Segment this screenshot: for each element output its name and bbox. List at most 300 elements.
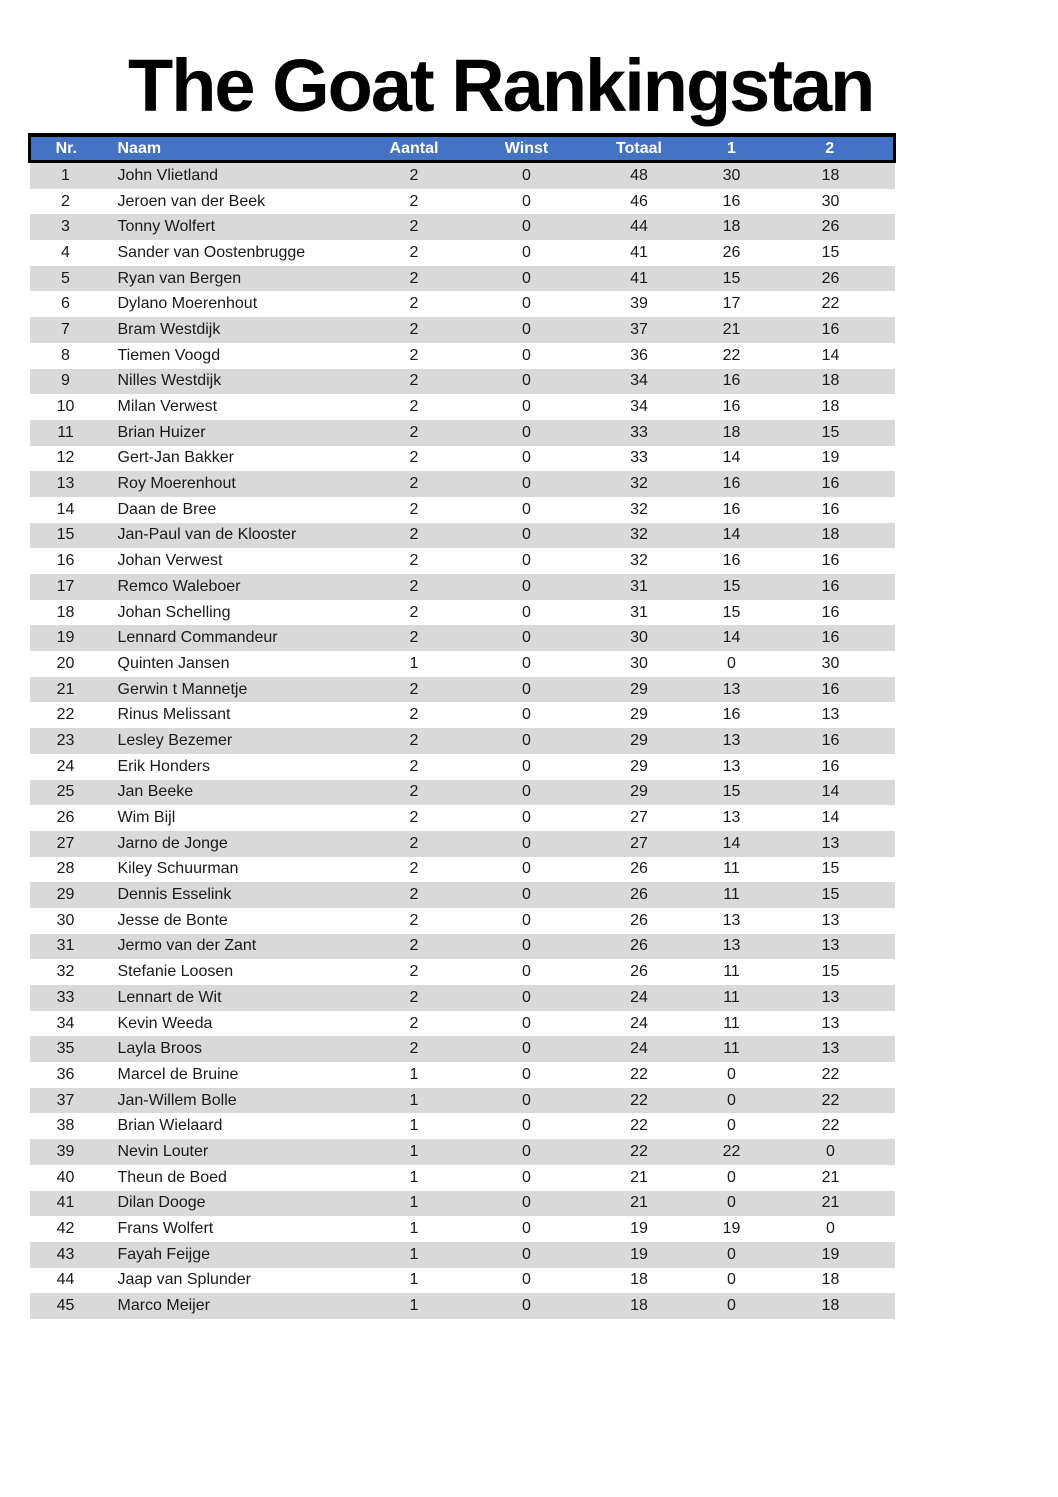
table-row xyxy=(30,266,895,292)
cell-winst: 0 xyxy=(472,574,582,600)
cell-1: 16 xyxy=(697,189,767,215)
cell-totaal: 29 xyxy=(582,677,697,703)
cell-aantal: 2 xyxy=(357,857,472,883)
column-header-1: 1 xyxy=(697,135,767,162)
cell-nr: 8 xyxy=(30,343,102,369)
cell-winst: 0 xyxy=(472,625,582,651)
cell-winst: 0 xyxy=(472,959,582,985)
cell-winst: 0 xyxy=(472,394,582,420)
cell-totaal: 37 xyxy=(582,317,697,343)
cell-naam: Tiemen Voogd xyxy=(102,343,357,369)
cell-naam: Erik Honders xyxy=(102,754,357,780)
cell-aantal: 1 xyxy=(357,1088,472,1114)
cell-aantal: 2 xyxy=(357,985,472,1011)
cell-totaal: 21 xyxy=(582,1165,697,1191)
cell-winst: 0 xyxy=(472,420,582,446)
cell-winst: 0 xyxy=(472,446,582,472)
table-row xyxy=(30,1139,895,1165)
cell-winst: 0 xyxy=(472,266,582,292)
table-row xyxy=(30,548,895,574)
cell-naam: Stefanie Loosen xyxy=(102,959,357,985)
cell-naam: Jesse de Bonte xyxy=(102,908,357,934)
cell-1: 11 xyxy=(697,882,767,908)
cell-winst: 0 xyxy=(472,985,582,1011)
cell-nr: 35 xyxy=(30,1036,102,1062)
cell-1: 16 xyxy=(697,702,767,728)
cell-1: 30 xyxy=(697,162,767,189)
cell-naam: Marcel de Bruine xyxy=(102,1062,357,1088)
cell-naam: Johan Schelling xyxy=(102,600,357,626)
cell-naam: Dennis Esselink xyxy=(102,882,357,908)
cell-naam: Fayah Feijge xyxy=(102,1242,357,1268)
cell-2: 26 xyxy=(767,214,895,240)
table-row xyxy=(30,343,895,369)
cell-winst: 0 xyxy=(472,1165,582,1191)
cell-nr: 27 xyxy=(30,831,102,857)
cell-aantal: 1 xyxy=(357,1062,472,1088)
cell-totaal: 34 xyxy=(582,369,697,395)
cell-2: 13 xyxy=(767,702,895,728)
cell-2: 0 xyxy=(767,1216,895,1242)
table-row xyxy=(30,1062,895,1088)
cell-winst: 0 xyxy=(472,1088,582,1114)
cell-totaal: 26 xyxy=(582,959,697,985)
cell-2: 16 xyxy=(767,677,895,703)
cell-winst: 0 xyxy=(472,471,582,497)
cell-naam: Lennart de Wit xyxy=(102,985,357,1011)
cell-nr: 43 xyxy=(30,1242,102,1268)
table-row xyxy=(30,985,895,1011)
cell-1: 13 xyxy=(697,677,767,703)
cell-naam: Jaap van Splunder xyxy=(102,1268,357,1294)
cell-aantal: 2 xyxy=(357,420,472,446)
cell-aantal: 1 xyxy=(357,1293,472,1319)
table-row xyxy=(30,394,895,420)
table-row xyxy=(30,702,895,728)
cell-winst: 0 xyxy=(472,1062,582,1088)
cell-totaal: 33 xyxy=(582,446,697,472)
cell-naam: Jan-Willem Bolle xyxy=(102,1088,357,1114)
table-row xyxy=(30,189,895,215)
cell-2: 15 xyxy=(767,857,895,883)
cell-aantal: 2 xyxy=(357,240,472,266)
cell-nr: 11 xyxy=(30,420,102,446)
cell-totaal: 24 xyxy=(582,985,697,1011)
cell-nr: 20 xyxy=(30,651,102,677)
cell-naam: Jeroen van der Beek xyxy=(102,189,357,215)
cell-2: 26 xyxy=(767,266,895,292)
cell-winst: 0 xyxy=(472,805,582,831)
cell-2: 19 xyxy=(767,1242,895,1268)
cell-winst: 0 xyxy=(472,162,582,189)
cell-aantal: 2 xyxy=(357,266,472,292)
cell-1: 21 xyxy=(697,317,767,343)
table-row xyxy=(30,959,895,985)
cell-totaal: 26 xyxy=(582,934,697,960)
cell-naam: Dylano Moerenhout xyxy=(102,291,357,317)
cell-aantal: 2 xyxy=(357,1036,472,1062)
cell-2: 16 xyxy=(767,625,895,651)
cell-winst: 0 xyxy=(472,1139,582,1165)
cell-2: 18 xyxy=(767,369,895,395)
table-row xyxy=(30,523,895,549)
cell-nr: 26 xyxy=(30,805,102,831)
cell-nr: 9 xyxy=(30,369,102,395)
cell-winst: 0 xyxy=(472,214,582,240)
cell-1: 14 xyxy=(697,446,767,472)
cell-1: 16 xyxy=(697,548,767,574)
cell-aantal: 2 xyxy=(357,882,472,908)
cell-winst: 0 xyxy=(472,317,582,343)
cell-aantal: 1 xyxy=(357,1268,472,1294)
cell-2: 13 xyxy=(767,908,895,934)
cell-aantal: 2 xyxy=(357,908,472,934)
cell-nr: 22 xyxy=(30,702,102,728)
cell-2: 16 xyxy=(767,548,895,574)
cell-totaal: 30 xyxy=(582,651,697,677)
cell-aantal: 2 xyxy=(357,677,472,703)
cell-2: 13 xyxy=(767,1036,895,1062)
cell-nr: 16 xyxy=(30,548,102,574)
cell-2: 16 xyxy=(767,574,895,600)
table-row xyxy=(30,780,895,806)
table-row xyxy=(30,1242,895,1268)
cell-2: 22 xyxy=(767,1062,895,1088)
cell-1: 13 xyxy=(697,805,767,831)
cell-aantal: 1 xyxy=(357,1165,472,1191)
table-row xyxy=(30,446,895,472)
cell-winst: 0 xyxy=(472,882,582,908)
cell-totaal: 34 xyxy=(582,394,697,420)
table-row xyxy=(30,1216,895,1242)
cell-1: 0 xyxy=(697,1088,767,1114)
page-title: The Goat Rankingstan xyxy=(128,44,874,127)
cell-1: 0 xyxy=(697,1113,767,1139)
cell-2: 30 xyxy=(767,651,895,677)
cell-naam: Jermo van der Zant xyxy=(102,934,357,960)
cell-naam: Wim Bijl xyxy=(102,805,357,831)
cell-2: 30 xyxy=(767,189,895,215)
cell-1: 16 xyxy=(697,394,767,420)
cell-naam: Remco Waleboer xyxy=(102,574,357,600)
column-header-aantal: Aantal xyxy=(357,135,472,162)
cell-nr: 41 xyxy=(30,1191,102,1217)
cell-totaal: 24 xyxy=(582,1036,697,1062)
cell-1: 11 xyxy=(697,857,767,883)
cell-naam: Jan Beeke xyxy=(102,780,357,806)
cell-1: 14 xyxy=(697,625,767,651)
cell-totaal: 21 xyxy=(582,1191,697,1217)
cell-aantal: 2 xyxy=(357,497,472,523)
cell-naam: Frans Wolfert xyxy=(102,1216,357,1242)
cell-nr: 42 xyxy=(30,1216,102,1242)
cell-2: 16 xyxy=(767,600,895,626)
cell-winst: 0 xyxy=(472,369,582,395)
cell-1: 22 xyxy=(697,1139,767,1165)
table-row xyxy=(30,214,895,240)
cell-aantal: 2 xyxy=(357,754,472,780)
cell-aantal: 2 xyxy=(357,934,472,960)
cell-2: 21 xyxy=(767,1165,895,1191)
cell-naam: Kiley Schuurman xyxy=(102,857,357,883)
cell-2: 22 xyxy=(767,1113,895,1139)
cell-1: 0 xyxy=(697,1242,767,1268)
cell-totaal: 29 xyxy=(582,780,697,806)
table-row xyxy=(30,1113,895,1139)
cell-nr: 1 xyxy=(30,162,102,189)
cell-1: 14 xyxy=(697,831,767,857)
cell-1: 19 xyxy=(697,1216,767,1242)
cell-totaal: 39 xyxy=(582,291,697,317)
cell-winst: 0 xyxy=(472,600,582,626)
cell-aantal: 2 xyxy=(357,369,472,395)
table-row xyxy=(30,831,895,857)
cell-2: 13 xyxy=(767,1011,895,1037)
cell-totaal: 36 xyxy=(582,343,697,369)
cell-aantal: 2 xyxy=(357,805,472,831)
cell-aantal: 2 xyxy=(357,702,472,728)
table-row xyxy=(30,1036,895,1062)
cell-aantal: 2 xyxy=(357,162,472,189)
cell-nr: 12 xyxy=(30,446,102,472)
table-row xyxy=(30,651,895,677)
cell-winst: 0 xyxy=(472,857,582,883)
cell-2: 22 xyxy=(767,291,895,317)
cell-1: 26 xyxy=(697,240,767,266)
cell-1: 13 xyxy=(697,934,767,960)
cell-nr: 31 xyxy=(30,934,102,960)
cell-2: 16 xyxy=(767,471,895,497)
column-header-nr: Nr. xyxy=(30,135,102,162)
cell-1: 18 xyxy=(697,420,767,446)
cell-nr: 21 xyxy=(30,677,102,703)
cell-1: 15 xyxy=(697,266,767,292)
cell-nr: 14 xyxy=(30,497,102,523)
cell-nr: 24 xyxy=(30,754,102,780)
cell-aantal: 2 xyxy=(357,394,472,420)
column-header-2: 2 xyxy=(767,135,895,162)
cell-winst: 0 xyxy=(472,1293,582,1319)
cell-totaal: 30 xyxy=(582,625,697,651)
table-header xyxy=(30,135,895,162)
cell-1: 11 xyxy=(697,1011,767,1037)
cell-nr: 18 xyxy=(30,600,102,626)
cell-totaal: 19 xyxy=(582,1242,697,1268)
cell-nr: 38 xyxy=(30,1113,102,1139)
cell-1: 13 xyxy=(697,754,767,780)
table-body xyxy=(30,162,895,1319)
column-header-naam: Naam xyxy=(102,135,357,162)
cell-2: 15 xyxy=(767,882,895,908)
table-row xyxy=(30,728,895,754)
cell-naam: Milan Verwest xyxy=(102,394,357,420)
cell-1: 0 xyxy=(697,1293,767,1319)
cell-aantal: 2 xyxy=(357,548,472,574)
cell-naam: Layla Broos xyxy=(102,1036,357,1062)
cell-aantal: 2 xyxy=(357,214,472,240)
cell-totaal: 24 xyxy=(582,1011,697,1037)
cell-aantal: 2 xyxy=(357,471,472,497)
cell-nr: 45 xyxy=(30,1293,102,1319)
table-row xyxy=(30,805,895,831)
cell-aantal: 2 xyxy=(357,728,472,754)
cell-winst: 0 xyxy=(472,677,582,703)
table-row xyxy=(30,1191,895,1217)
table-row xyxy=(30,1011,895,1037)
cell-aantal: 2 xyxy=(357,600,472,626)
table-row xyxy=(30,317,895,343)
column-header-totaal: Totaal xyxy=(582,135,697,162)
cell-naam: Jan-Paul van de Klooster xyxy=(102,523,357,549)
table-row xyxy=(30,882,895,908)
cell-winst: 0 xyxy=(472,702,582,728)
cell-totaal: 26 xyxy=(582,882,697,908)
cell-nr: 3 xyxy=(30,214,102,240)
ranking-table xyxy=(28,133,896,1319)
cell-1: 0 xyxy=(697,1165,767,1191)
cell-totaal: 48 xyxy=(582,162,697,189)
cell-totaal: 26 xyxy=(582,857,697,883)
cell-1: 15 xyxy=(697,600,767,626)
cell-1: 14 xyxy=(697,523,767,549)
cell-1: 16 xyxy=(697,497,767,523)
cell-totaal: 29 xyxy=(582,754,697,780)
cell-naam: Quinten Jansen xyxy=(102,651,357,677)
cell-nr: 17 xyxy=(30,574,102,600)
cell-2: 18 xyxy=(767,162,895,189)
cell-aantal: 2 xyxy=(357,446,472,472)
cell-totaal: 18 xyxy=(582,1293,697,1319)
cell-totaal: 22 xyxy=(582,1062,697,1088)
cell-2: 13 xyxy=(767,934,895,960)
cell-naam: Tonny Wolfert xyxy=(102,214,357,240)
cell-naam: John Vlietland xyxy=(102,162,357,189)
cell-2: 16 xyxy=(767,728,895,754)
cell-1: 0 xyxy=(697,1191,767,1217)
cell-aantal: 1 xyxy=(357,1139,472,1165)
cell-winst: 0 xyxy=(472,189,582,215)
cell-totaal: 27 xyxy=(582,831,697,857)
cell-1: 0 xyxy=(697,651,767,677)
cell-aantal: 1 xyxy=(357,1216,472,1242)
cell-totaal: 32 xyxy=(582,471,697,497)
cell-aantal: 2 xyxy=(357,1011,472,1037)
cell-1: 11 xyxy=(697,985,767,1011)
table-row xyxy=(30,1165,895,1191)
cell-aantal: 2 xyxy=(357,574,472,600)
cell-nr: 33 xyxy=(30,985,102,1011)
cell-naam: Kevin Weeda xyxy=(102,1011,357,1037)
cell-nr: 39 xyxy=(30,1139,102,1165)
cell-totaal: 22 xyxy=(582,1139,697,1165)
cell-nr: 15 xyxy=(30,523,102,549)
cell-1: 16 xyxy=(697,471,767,497)
cell-winst: 0 xyxy=(472,780,582,806)
cell-totaal: 18 xyxy=(582,1268,697,1294)
cell-winst: 0 xyxy=(472,1036,582,1062)
cell-naam: Daan de Bree xyxy=(102,497,357,523)
table-row xyxy=(30,369,895,395)
cell-naam: Lennard Commandeur xyxy=(102,625,357,651)
cell-naam: Johan Verwest xyxy=(102,548,357,574)
cell-totaal: 46 xyxy=(582,189,697,215)
cell-nr: 30 xyxy=(30,908,102,934)
cell-aantal: 2 xyxy=(357,831,472,857)
cell-winst: 0 xyxy=(472,497,582,523)
cell-naam: Roy Moerenhout xyxy=(102,471,357,497)
table-row xyxy=(30,1293,895,1319)
cell-aantal: 2 xyxy=(357,317,472,343)
cell-winst: 0 xyxy=(472,651,582,677)
cell-naam: Marco Meijer xyxy=(102,1293,357,1319)
cell-2: 18 xyxy=(767,523,895,549)
cell-aantal: 2 xyxy=(357,189,472,215)
cell-1: 15 xyxy=(697,574,767,600)
cell-totaal: 32 xyxy=(582,523,697,549)
cell-2: 14 xyxy=(767,805,895,831)
table-row xyxy=(30,162,895,189)
cell-2: 15 xyxy=(767,240,895,266)
cell-aantal: 2 xyxy=(357,780,472,806)
cell-nr: 28 xyxy=(30,857,102,883)
cell-1: 15 xyxy=(697,780,767,806)
cell-winst: 0 xyxy=(472,754,582,780)
cell-totaal: 29 xyxy=(582,702,697,728)
cell-2: 16 xyxy=(767,317,895,343)
cell-naam: Jarno de Jonge xyxy=(102,831,357,857)
cell-totaal: 22 xyxy=(582,1113,697,1139)
table-row xyxy=(30,1268,895,1294)
cell-aantal: 2 xyxy=(357,343,472,369)
cell-winst: 0 xyxy=(472,343,582,369)
table-row xyxy=(30,754,895,780)
cell-totaal: 33 xyxy=(582,420,697,446)
cell-nr: 40 xyxy=(30,1165,102,1191)
cell-1: 16 xyxy=(697,369,767,395)
table-row xyxy=(30,677,895,703)
table-row xyxy=(30,291,895,317)
cell-naam: Bram Westdijk xyxy=(102,317,357,343)
cell-totaal: 41 xyxy=(582,266,697,292)
cell-nr: 37 xyxy=(30,1088,102,1114)
cell-totaal: 41 xyxy=(582,240,697,266)
cell-2: 21 xyxy=(767,1191,895,1217)
table-row xyxy=(30,908,895,934)
cell-winst: 0 xyxy=(472,240,582,266)
cell-nr: 6 xyxy=(30,291,102,317)
cell-aantal: 2 xyxy=(357,523,472,549)
cell-naam: Nilles Westdijk xyxy=(102,369,357,395)
cell-2: 13 xyxy=(767,985,895,1011)
cell-nr: 32 xyxy=(30,959,102,985)
cell-2: 0 xyxy=(767,1139,895,1165)
cell-nr: 36 xyxy=(30,1062,102,1088)
cell-totaal: 19 xyxy=(582,1216,697,1242)
cell-naam: Ryan van Bergen xyxy=(102,266,357,292)
column-header-winst: Winst xyxy=(472,135,582,162)
cell-totaal: 31 xyxy=(582,600,697,626)
cell-naam: Theun de Boed xyxy=(102,1165,357,1191)
cell-aantal: 1 xyxy=(357,1113,472,1139)
cell-winst: 0 xyxy=(472,548,582,574)
header-row xyxy=(30,135,895,162)
cell-totaal: 22 xyxy=(582,1088,697,1114)
cell-naam: Sander van Oostenbrugge xyxy=(102,240,357,266)
table-row xyxy=(30,574,895,600)
cell-nr: 29 xyxy=(30,882,102,908)
cell-aantal: 1 xyxy=(357,1191,472,1217)
cell-aantal: 2 xyxy=(357,959,472,985)
